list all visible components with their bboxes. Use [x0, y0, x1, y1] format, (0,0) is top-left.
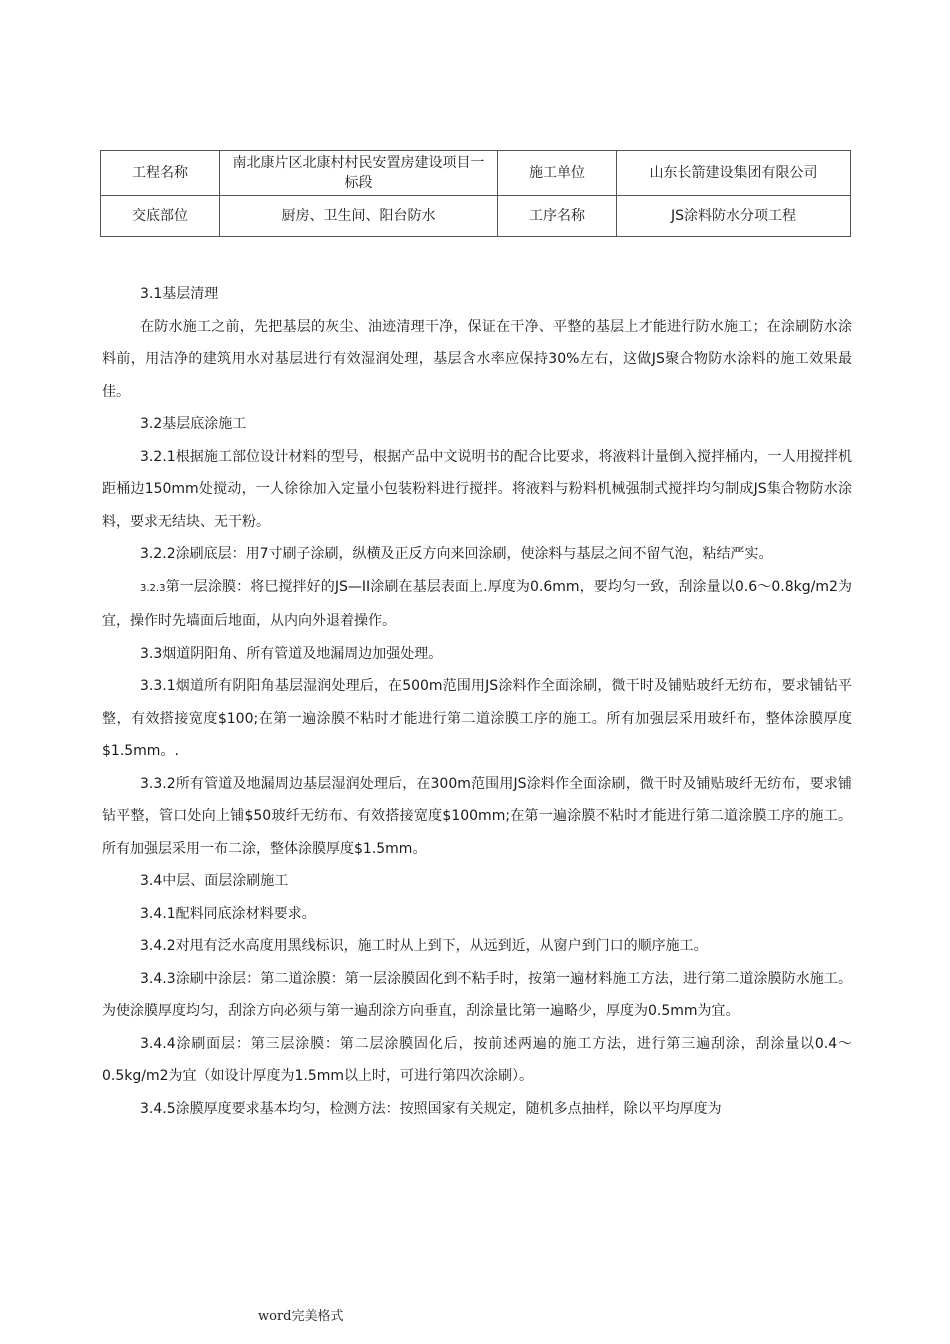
document-body	[102, 278, 852, 1125]
table-row	[101, 151, 851, 196]
section-heading: 3.4中层、面层涂刷施工	[140, 873, 289, 889]
table-row	[101, 196, 851, 237]
paragraph	[102, 571, 852, 638]
footer-text: word完美格式	[258, 1309, 344, 1324]
project-name-value: 南北康片区北康村村民安置房建设项目一标段	[220, 151, 498, 196]
paragraph: 3.2.1根据施工部位设计材料的型号，根据产品中文说明书的配合比要求，将液料计量倒入搅拌桶内，一人用搅拌机距桶边150mm处搅动，一人徐徐加入定量小包装粉料进行搅拌。将液料与粉料机械强制式搅拌均匀制成JS集合物防水涂料，要求无结块、无干粉。	[102, 448, 852, 530]
briefing-location-value: 厨房、卫生间、阳台防水	[220, 196, 498, 237]
paragraph: 在防水施工之前，先把基层的灰尘、油迹清理干净，保证在干净、平整的基层上才能进行防水施工；在涂刷防水涂料前，用洁净的建筑用水对基层进行有效湿润处理，基层含水率应保持30%左右，这做JS聚合物防水涂料的施工效果最佳。	[102, 318, 852, 400]
paragraph: 3.4.2对甩有泛水高度用黑线标识，施工时从上到下，从远到近，从窗户到门口的顺序施工。	[140, 938, 708, 954]
contractor-value: 山东长箭建设集团有限公司	[617, 151, 851, 196]
section-heading: 3.2基层底涂施工	[140, 416, 247, 432]
paragraph: 3.3.2所有管道及地漏周边基层湿润处理后，在300m范围用JS涂料作全面涂刷，微干时及铺贴玻纤无纺布，要求铺钻平整，管口处向上铺$50玻纤无纺布、有效搭接宽度$100mm;在第一遍涂膜不粘时才能进行第二道涂膜工序的施工。所有加强层采用一布二涂，整体涂膜厚度$1.5mm。	[102, 775, 852, 857]
process-name-value: JS涂料防水分项工程	[617, 196, 851, 237]
paragraph: 3.4.1配料同底涂材料要求。	[140, 905, 316, 922]
project-name-label: 工程名称	[101, 151, 220, 196]
clause-number: 3.2.3	[140, 582, 166, 594]
paragraph: 3.4.4涂刷面层：第三层涂膜：第二层涂膜固化后，按前述两遍的施工方法，进行第三遍刮涂，刮涂量以0.4〜0.5kg/m2为宜（如设计厚度为1.5mm以上时，可进行第四次涂刷）。	[102, 1035, 852, 1084]
section-heading: 3.1基层清理	[140, 286, 219, 302]
clause-text: 第一层涂膜：将巳搅拌好的JS—II涂刷在基层表面上.厚度为0.6mm，要均匀一致，刮涂量以0.6〜0.8kg/m2为宜，操作时先墙面后地面，从内向外退着操作。	[102, 578, 852, 629]
paragraph: 3.4.3涂刷中涂层：第二道涂膜：第一层涂膜固化到不粘手时，按第一遍材料施工方法，进行第二道涂膜防水施工。为使涂膜厚度均匀，刮涂方向必须与第一遍刮涂方向垂直，刮涂量比第一遍略少，厚度为0.5mm为宜。	[102, 970, 852, 1019]
contractor-label: 施工单位	[497, 151, 616, 196]
briefing-location-label: 交底部位	[101, 196, 220, 237]
paragraph: 3.4.5涂膜厚度要求基本均匀，检测方法：按照国家有关规定，随机多点抽样，除以平均厚度为	[140, 1100, 722, 1117]
paragraph: 3.3.1烟道所有阴阳角基层湿润处理后，在500m范围用JS涂料作全面涂刷，微干时及铺贴玻纤无纺布，要求铺钻平整，有效搭接宽度$100;在第一遍涂膜不粘时才能进行第二道涂膜工序的施工。所有加强层采用玻纤布，整体涂膜厚度$1.5mm。.	[102, 678, 852, 759]
header-info-table	[100, 150, 851, 237]
process-name-label: 工序名称	[497, 196, 616, 237]
paragraph: 3.2.2涂刷底层：用7寸刷子涂刷，纵横及正反方向来回涂刷，使涂料与基层之间不留气泡，粘结严实。	[140, 546, 773, 562]
section-heading: 3.3烟道阴阳角、所有管道及地漏周边加强处理。	[140, 645, 443, 662]
